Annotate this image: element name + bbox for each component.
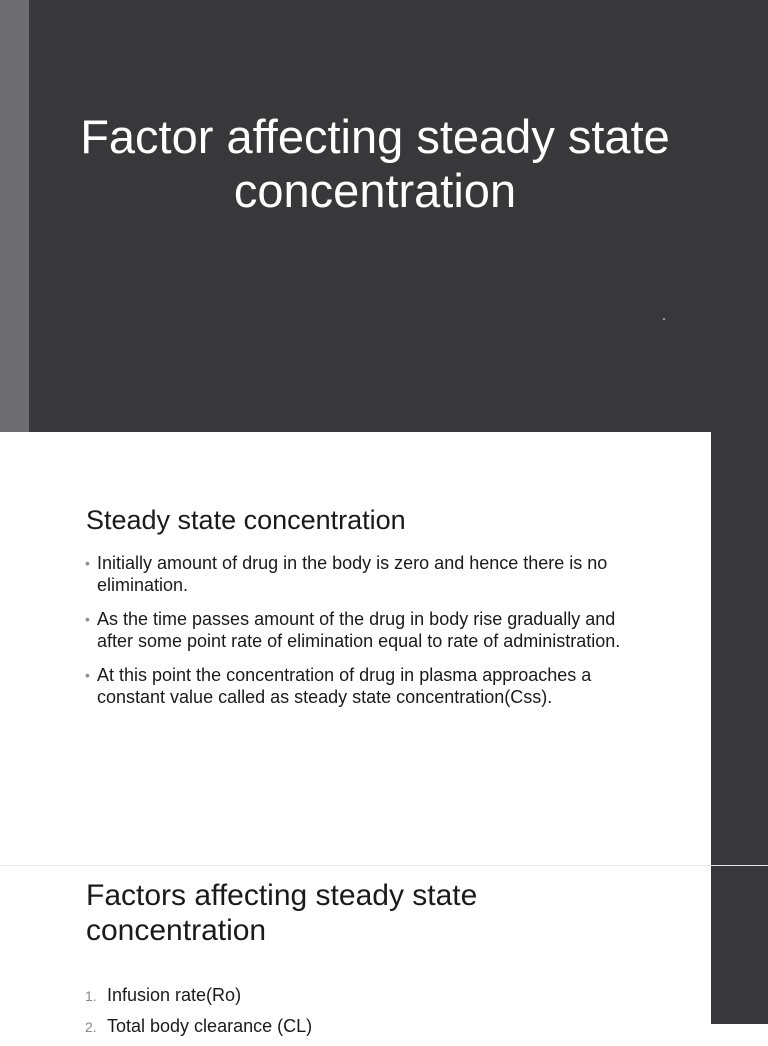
list-item — [84, 1015, 624, 1037]
bullet-item — [84, 608, 624, 652]
bullet-marker: • — [85, 667, 90, 683]
slide-title: Factor affecting steady state concentration — [80, 110, 670, 217]
list-number: 2. — [85, 1019, 97, 1035]
bullet-item — [84, 552, 624, 596]
list-item — [84, 984, 624, 1006]
bullet-list — [84, 552, 624, 720]
bullet-item — [84, 664, 624, 708]
decorative-dot — [663, 318, 665, 320]
accent-bar — [711, 866, 768, 1024]
slide-heading: Steady state concentration — [86, 505, 406, 535]
title-slide — [0, 0, 768, 432]
steady-state-slide — [0, 432, 768, 865]
list-number: 1. — [85, 988, 97, 1004]
bullet-text: As the time passes amount of the drug in body rise gradually and after some point rate of elimination equal to rate of administration. — [97, 609, 621, 651]
factors-slide — [0, 866, 768, 1036]
bullet-marker: • — [85, 555, 90, 571]
list-text: Total body clearance (CL) — [107, 1016, 313, 1036]
list-text: Infusion rate(Ro) — [107, 985, 242, 1005]
bullet-marker: • — [85, 611, 90, 627]
slide-heading: Factors affecting steady state concentration — [86, 879, 478, 947]
bullet-text: At this point the concentration of drug in plasma approaches a constant value called as steady state concentration(Css). — [97, 665, 592, 707]
accent-bar — [0, 0, 29, 432]
bullet-text: Initially amount of drug in the body is zero and hence there is no elimination. — [97, 553, 608, 595]
numbered-list — [84, 984, 624, 1046]
accent-bar — [711, 432, 768, 865]
